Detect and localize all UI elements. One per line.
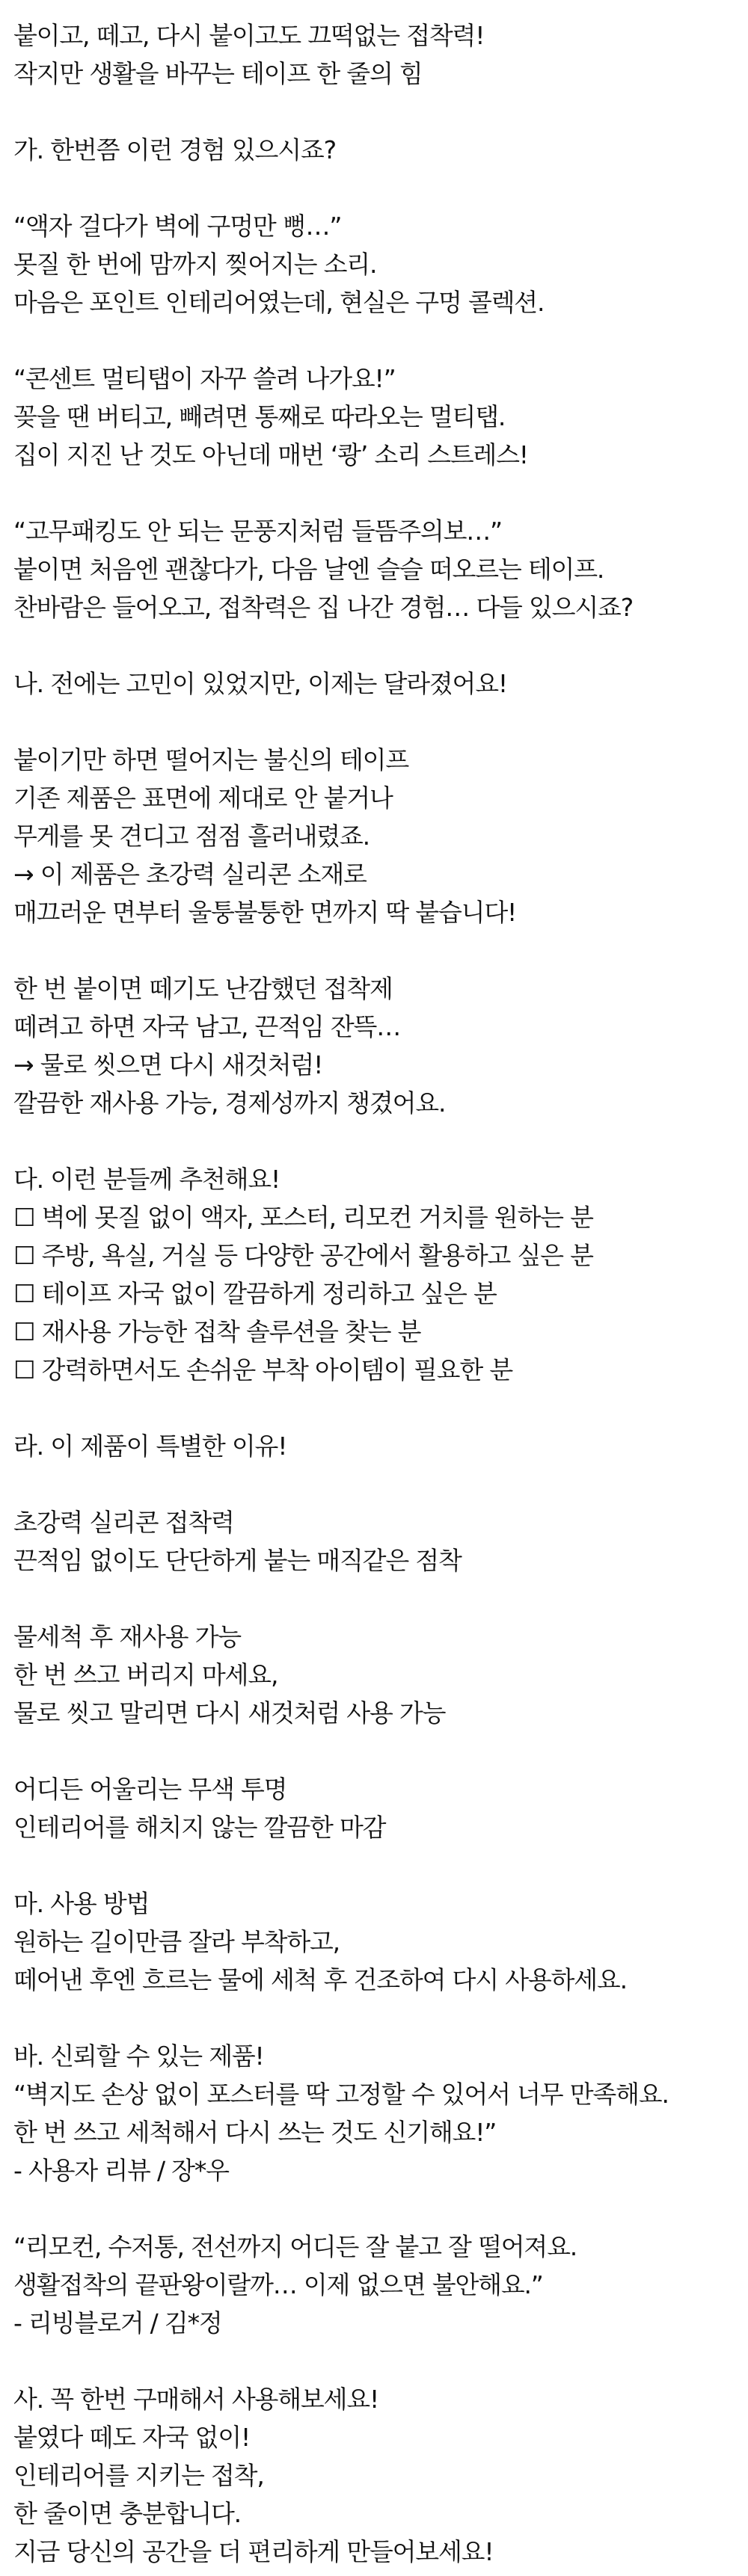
text-block	[13, 665, 718, 703]
text-line: → 물로 씻으면 다시 새것처럼!	[13, 1050, 323, 1079]
text-block	[13, 360, 718, 474]
text-line: - 사용자 리뷰 / 장*우	[13, 2156, 229, 2185]
text-line: 붙이면 처음엔 괜찮다가, 다음 날엔 슬슬 떠오르는 테이프.	[13, 555, 604, 584]
text-line: 떼어낸 후엔 흐르는 물에 세척 후 건조하여 다시 사용하세요.	[13, 1965, 627, 1994]
text-line: 꽂을 땐 버티고, 빼려면 통째로 따라오는 멀티탭.	[13, 402, 506, 431]
text-block	[13, 16, 718, 93]
text-line: “고무패킹도 안 되는 문풍지처럼 들뜸주의보…”	[13, 517, 502, 546]
text-line: 깔끔한 재사용 가능, 경제성까지 챙겼어요.	[13, 1088, 446, 1118]
text-block	[13, 1618, 718, 1732]
text-block	[13, 1503, 718, 1580]
text-line: “리모컨, 수저통, 전선까지 어디든 잘 붙고 잘 떨어져요.	[13, 2232, 577, 2261]
text-block	[13, 1770, 718, 1846]
text-line: → 이 제품은 초강력 실리콘 소재로	[13, 860, 367, 889]
text-line: “액자 걸다가 벽에 구멍만 뻥…”	[13, 212, 342, 241]
text-line: 나. 전에는 고민이 있었지만, 이제는 달라졌어요!	[13, 669, 507, 698]
text-line: ☐ 재사용 가능한 접착 솔루션을 찾는 분	[13, 1317, 421, 1346]
text-block	[13, 741, 718, 931]
text-block	[13, 970, 718, 1122]
text-line: 한 번 쓰고 세척해서 다시 쓰는 것도 신기해요!”	[13, 2118, 497, 2147]
text-line: 붙이기만 하면 떨어지는 불신의 테이프	[13, 745, 409, 774]
text-line: 다. 이런 분들께 추천해요!	[13, 1165, 280, 1194]
text-line: 붙이고, 떼고, 다시 붙이고도 끄떡없는 접착력!	[13, 21, 485, 50]
text-line: 집이 지진 난 것도 아닌데 매번 ‘쾅’ 소리 스트레스!	[13, 440, 528, 469]
text-block	[13, 2380, 718, 2571]
text-block	[13, 131, 718, 169]
text-line: 인테리어를 지키는 접착,	[13, 2461, 264, 2490]
text-line: 붙였다 떼도 자국 없이!	[13, 2423, 251, 2452]
text-line: 물세척 후 재사용 가능	[13, 1622, 241, 1651]
text-line: 마음은 포인트 인테리어였는데, 현실은 구멍 콜렉션.	[13, 288, 545, 317]
text-line: 끈적임 없이도 단단하게 붙는 매직같은 점착	[13, 1546, 462, 1575]
text-line: ☐ 벽에 못질 없이 액자, 포스터, 리모컨 거치를 원하는 분	[13, 1203, 593, 1232]
text-line: ☐ 주방, 욕실, 거실 등 다양한 공간에서 활용하고 싶은 분	[13, 1241, 593, 1270]
text-line: “벽지도 손상 없이 포스터를 딱 고정할 수 있어서 너무 만족해요.	[13, 2080, 669, 2109]
text-line: 마. 사용 방법	[13, 1889, 150, 1918]
text-line: 기존 제품은 표면에 제대로 안 붙거나	[13, 783, 393, 813]
text-line: ☐ 테이프 자국 없이 깔끔하게 정리하고 싶은 분	[13, 1279, 497, 1308]
text-block	[13, 512, 718, 626]
text-line: 매끄러운 면부터 울퉁불퉁한 면까지 딱 붙습니다!	[13, 898, 517, 927]
text-line: 초강력 실리콘 접착력	[13, 1508, 234, 1537]
text-line: 어디든 어울리는 무색 투명	[13, 1775, 287, 1804]
text-line: 라. 이 제품이 특별한 이유!	[13, 1432, 287, 1461]
text-line: 물로 씻고 말리면 다시 새것처럼 사용 가능	[13, 1698, 446, 1728]
text-line: “콘센트 멀티탭이 자꾸 쓸려 나가요!”	[13, 364, 396, 393]
text-line: 사. 꼭 한번 구매해서 사용해보세요!	[13, 2385, 378, 2414]
text-line: 원하는 길이만큼 잘라 부착하고,	[13, 1927, 340, 1956]
text-block	[13, 2037, 718, 2190]
text-line: 작지만 생활을 바꾸는 테이프 한 줄의 힘	[13, 59, 423, 88]
text-line: 무게를 못 견디고 점점 흘러내렸죠.	[13, 822, 370, 851]
text-line: 지금 당신의 공간을 더 편리하게 만들어보세요!	[13, 2537, 494, 2566]
text-block	[13, 1160, 718, 1389]
text-block	[13, 1427, 718, 1465]
text-line: 한 번 쓰고 버리지 마세요,	[13, 1660, 278, 1689]
text-block	[13, 207, 718, 321]
text-line: 찬바람은 들어오고, 접착력은 집 나간 경험… 다들 있으시죠?	[13, 593, 634, 622]
text-line: 한 줄이면 충분합니다.	[13, 2499, 241, 2528]
text-line: 바. 신뢰할 수 있는 제품!	[13, 2042, 264, 2071]
text-line: 한 번 붙이면 떼기도 난감했던 접착제	[13, 974, 393, 1003]
text-line: 떼려고 하면 자국 남고, 끈적임 잔뜩…	[13, 1012, 401, 1041]
text-block	[13, 2228, 718, 2342]
text-line: ☐ 강력하면서도 손쉬운 부착 아이템이 필요한 분	[13, 1355, 513, 1384]
text-line: 가. 한번쯤 이런 경험 있으시죠?	[13, 135, 336, 164]
text-line: 못질 한 번에 맘까지 찢어지는 소리.	[13, 250, 377, 279]
text-block	[13, 1885, 718, 1999]
text-line: 인테리어를 해치지 않는 깔끔한 마감	[13, 1813, 386, 1842]
text-line: - 리빙블로거 / 김*정	[13, 2308, 222, 2338]
text-line: 생활접착의 끝판왕이랄까… 이제 없으면 불안해요.”	[13, 2270, 543, 2299]
